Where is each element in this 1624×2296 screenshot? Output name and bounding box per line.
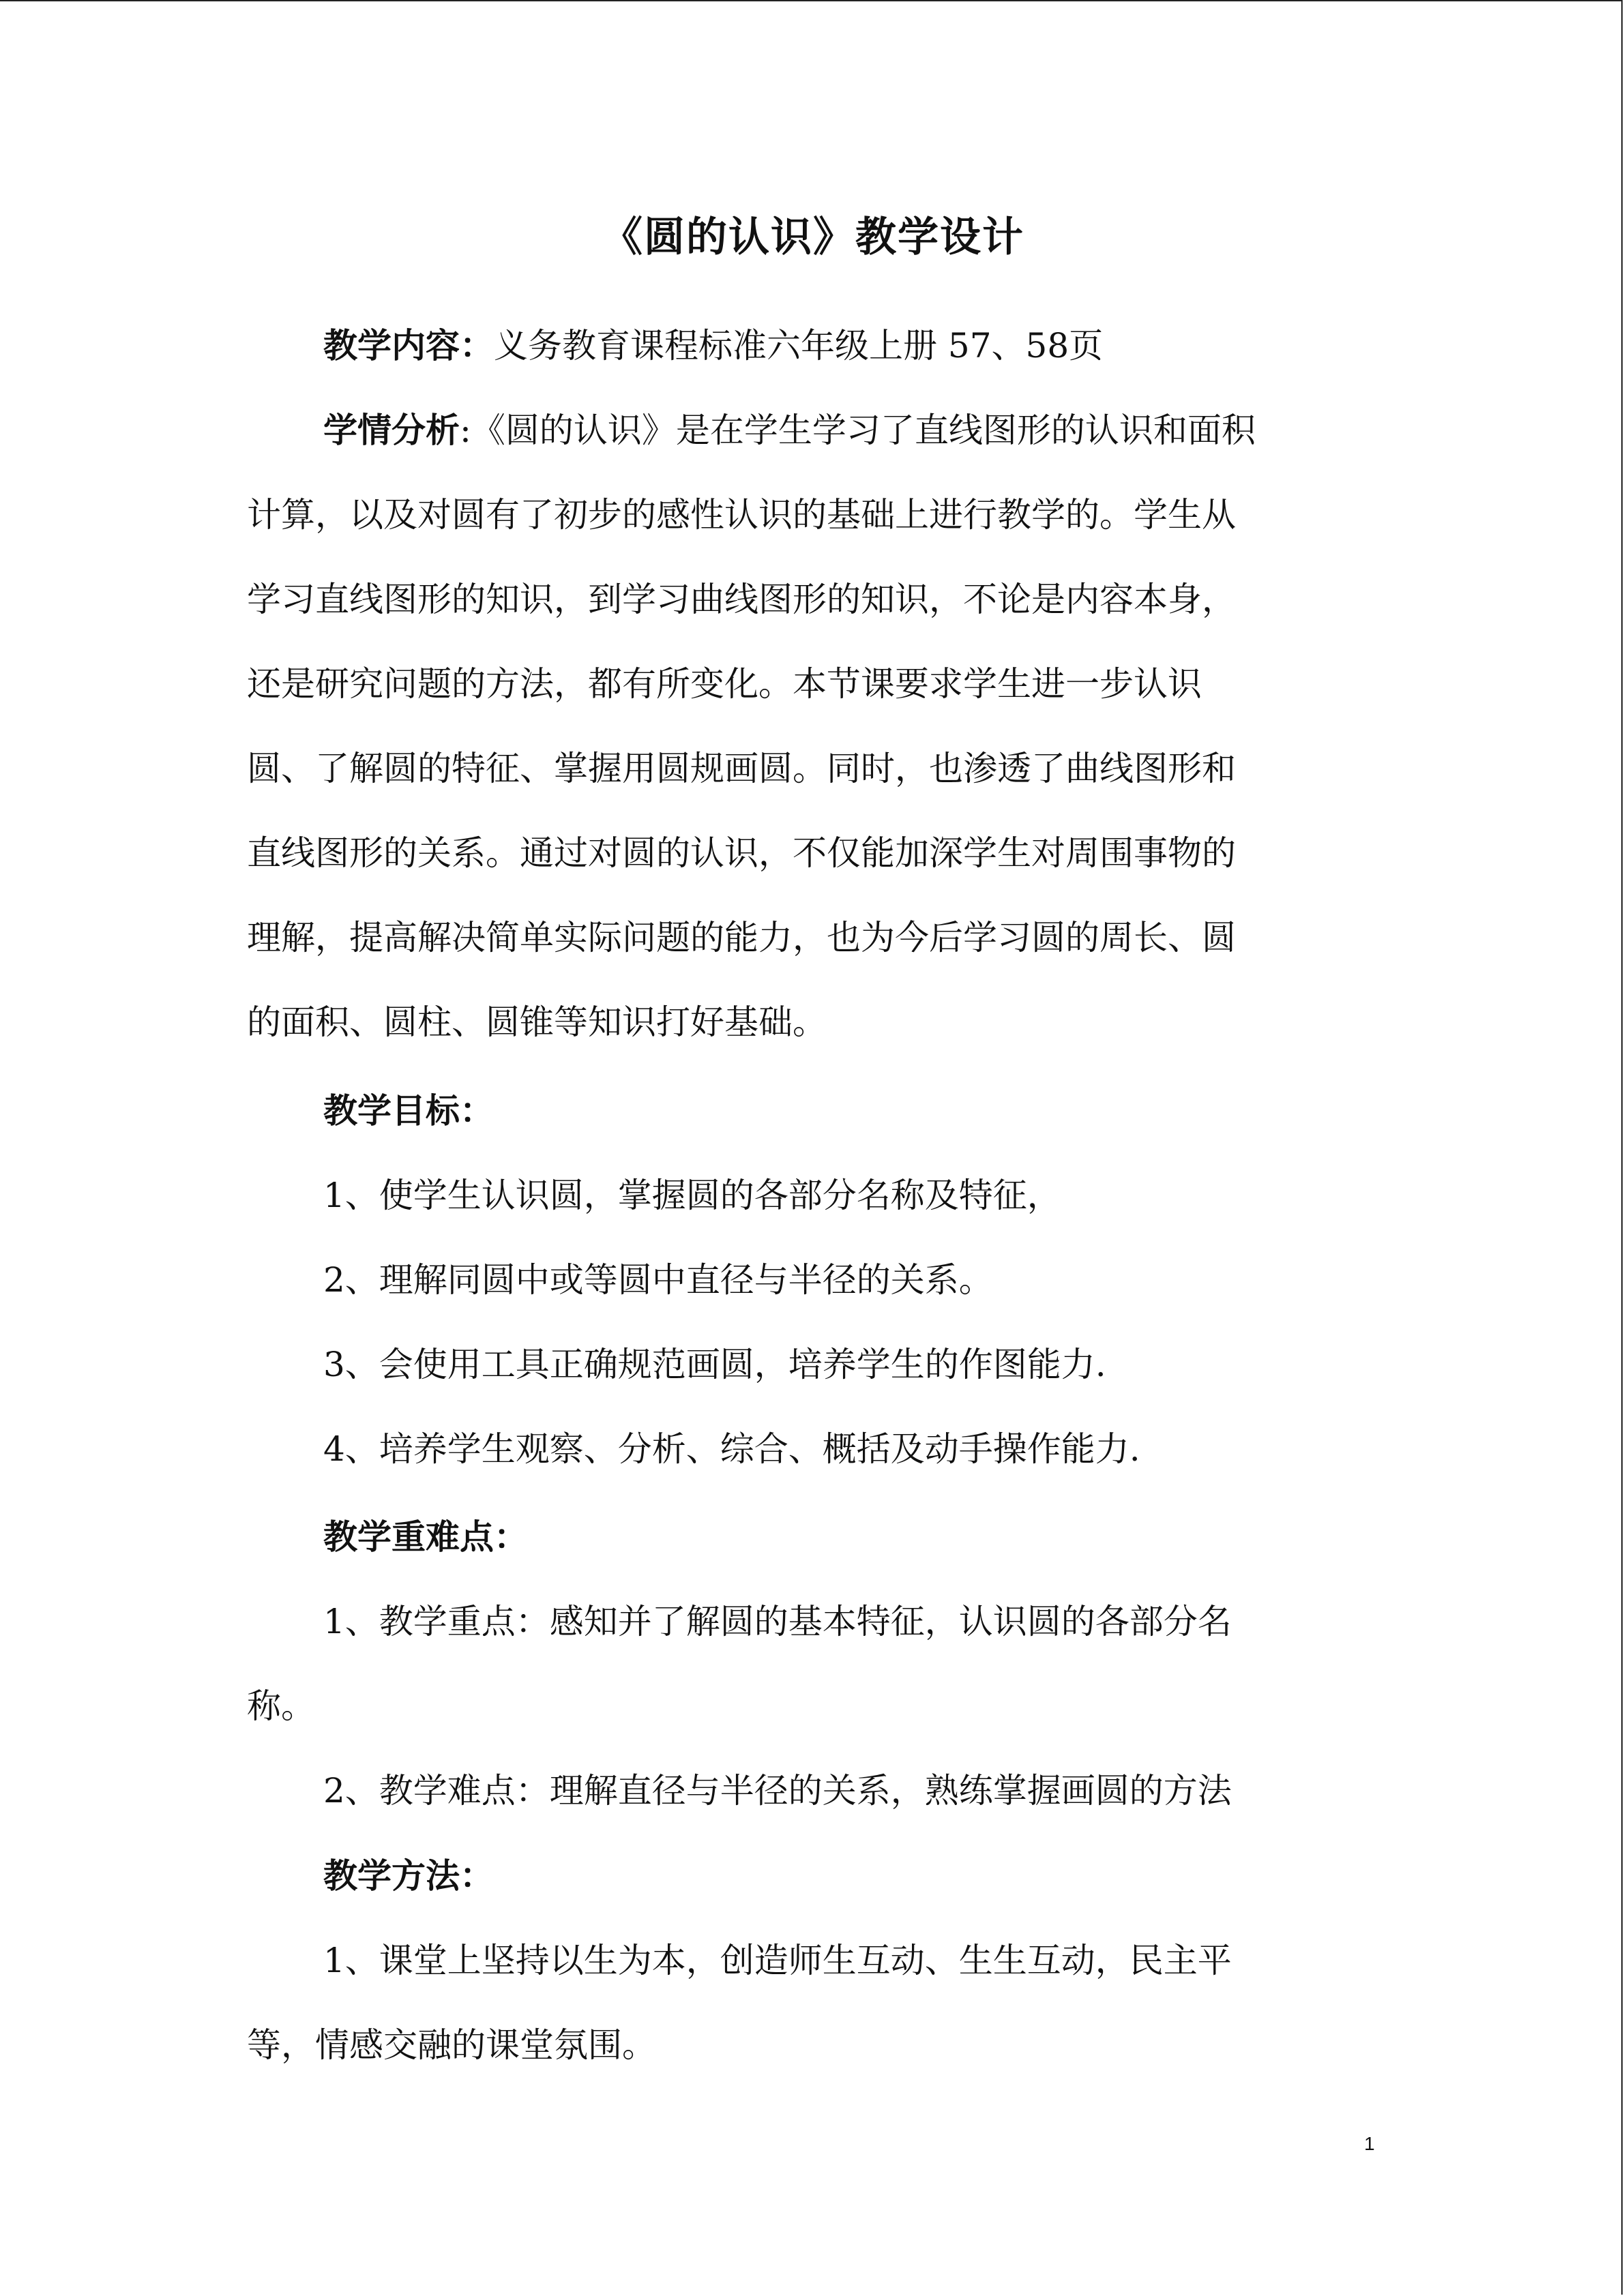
analysis-line-8: 的面积、圆柱、圆锥等知识打好基础。 — [247, 1002, 827, 1042]
goal-item-4: 4、培养学生观察、分析、综合、概括及动手操作能力. — [323, 1429, 1140, 1469]
analysis-line-3: 学习直线图形的知识，到学习曲线图形的知识，不论是内容本身， — [247, 580, 1236, 619]
analysis-line-2: 计算，以及对圆有了初步的感性认识的基础上进行教学的。学生从 — [247, 495, 1236, 535]
goal-item-1: 1、使学生认识圆，掌握圆的各部分名称及特征， — [323, 1176, 1061, 1215]
analysis-line-7: 理解，提高解决简单实际问题的能力，也为今后学习圆的周长、圆 — [247, 918, 1236, 957]
teaching-content-label: 教学内容： — [323, 326, 494, 366]
document-title: 《圆的认识》教学设计 — [602, 213, 1024, 261]
key-points-heading: 教学重难点： — [323, 1517, 528, 1557]
method-item-1-continued: 等，情感交融的课堂氛围。 — [247, 2025, 656, 2065]
teaching-content-text: 义务教育课程标准六年级上册 57、58页 — [494, 326, 1104, 366]
methods-heading: 教学方法： — [323, 1856, 494, 1896]
method-item-1: 1、课堂上坚持以生为本，创造师生互动、生生互动，民主平 — [323, 1941, 1232, 1980]
key-point-1: 1、教学重点：感知并了解圆的基本特征，认识圆的各部分名 — [323, 1602, 1232, 1641]
analysis-text-1: :《圆的认识》是在学生学习了直线图形的认识和面积 — [460, 411, 1256, 450]
page-number: 1 — [1364, 2133, 1375, 2154]
analysis-line-4: 还是研究问题的方法，都有所变化。本节课要求学生进一步认识 — [247, 664, 1202, 704]
goals-heading: 教学目标： — [323, 1091, 494, 1131]
analysis-line-6: 直线图形的关系。通过对圆的认识，不仅能加深学生对周围事物的 — [247, 833, 1236, 873]
analysis-line-5: 圆、了解圆的特征、掌握用圆规画圆。同时，也渗透了曲线图形和 — [247, 749, 1236, 788]
key-point-2: 2、教学难点：理解直径与半径的关系，熟练掌握画圆的方法 — [323, 1771, 1232, 1810]
key-point-1-continued: 称。 — [247, 1686, 315, 1726]
goal-item-3: 3、会使用工具正确规范画圆，培养学生的作图能力. — [323, 1345, 1106, 1384]
goal-item-2: 2、理解同圆中或等圆中直径与半径的关系。 — [323, 1260, 993, 1300]
analysis-line-1 — [323, 406, 1256, 454]
teaching-content-line — [323, 322, 1103, 370]
analysis-label: 学情分析 — [323, 411, 460, 450]
